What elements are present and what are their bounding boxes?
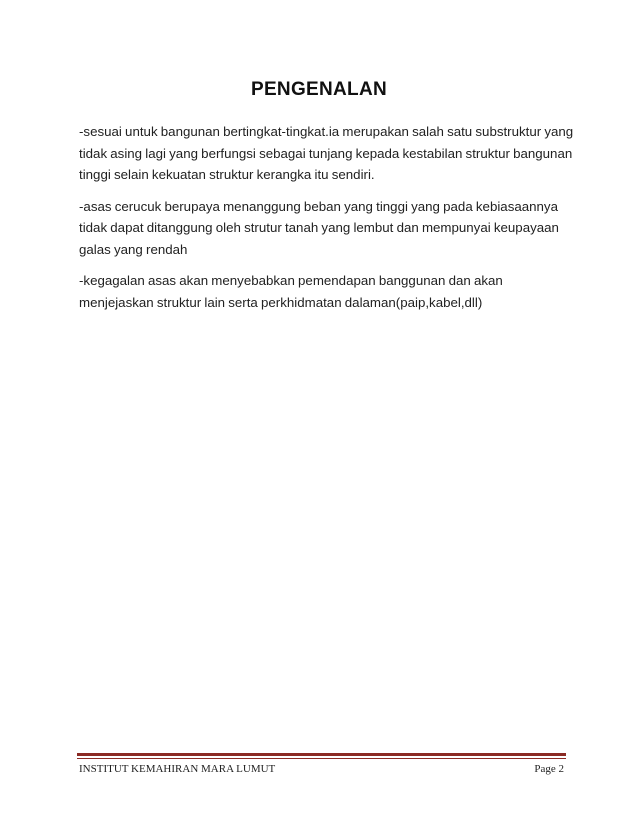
footer-divider-thick: [77, 753, 566, 756]
paragraph-2: -asas cerucuk berupaya menanggung beban yang tinggi yang pada kebiasaannya tidak dapat ditanggung oleh strutur tanah yang lembut dan mempunyai keupayaan galas yang rendah: [79, 198, 559, 257]
paragraph-3: -kegagalan asas akan menyebabkan pemendapan banggunan dan akan menjejaskan struktur lain serta perkhidmatan dalaman(paip,kabel,dll): [79, 273, 503, 310]
footer-divider-thin: [77, 758, 566, 759]
page-title: PENGENALAN: [250, 79, 387, 100]
body-text: [79, 121, 579, 323]
footer-page-number: Page 2: [534, 763, 564, 775]
paragraph-1: -sesuai untuk bangunan bertingkat-tingkat.ia merupakan salah satu substruktur yang tidak asing lagi yang berfungsi sebagai tunjang kepada kestabilan struktur bangunan tinggi selain kekuatan struktur kerangka itu sendiri.: [79, 124, 574, 182]
footer-institution: INSTITUT KEMAHIRAN MARA LUMUT: [79, 763, 276, 775]
